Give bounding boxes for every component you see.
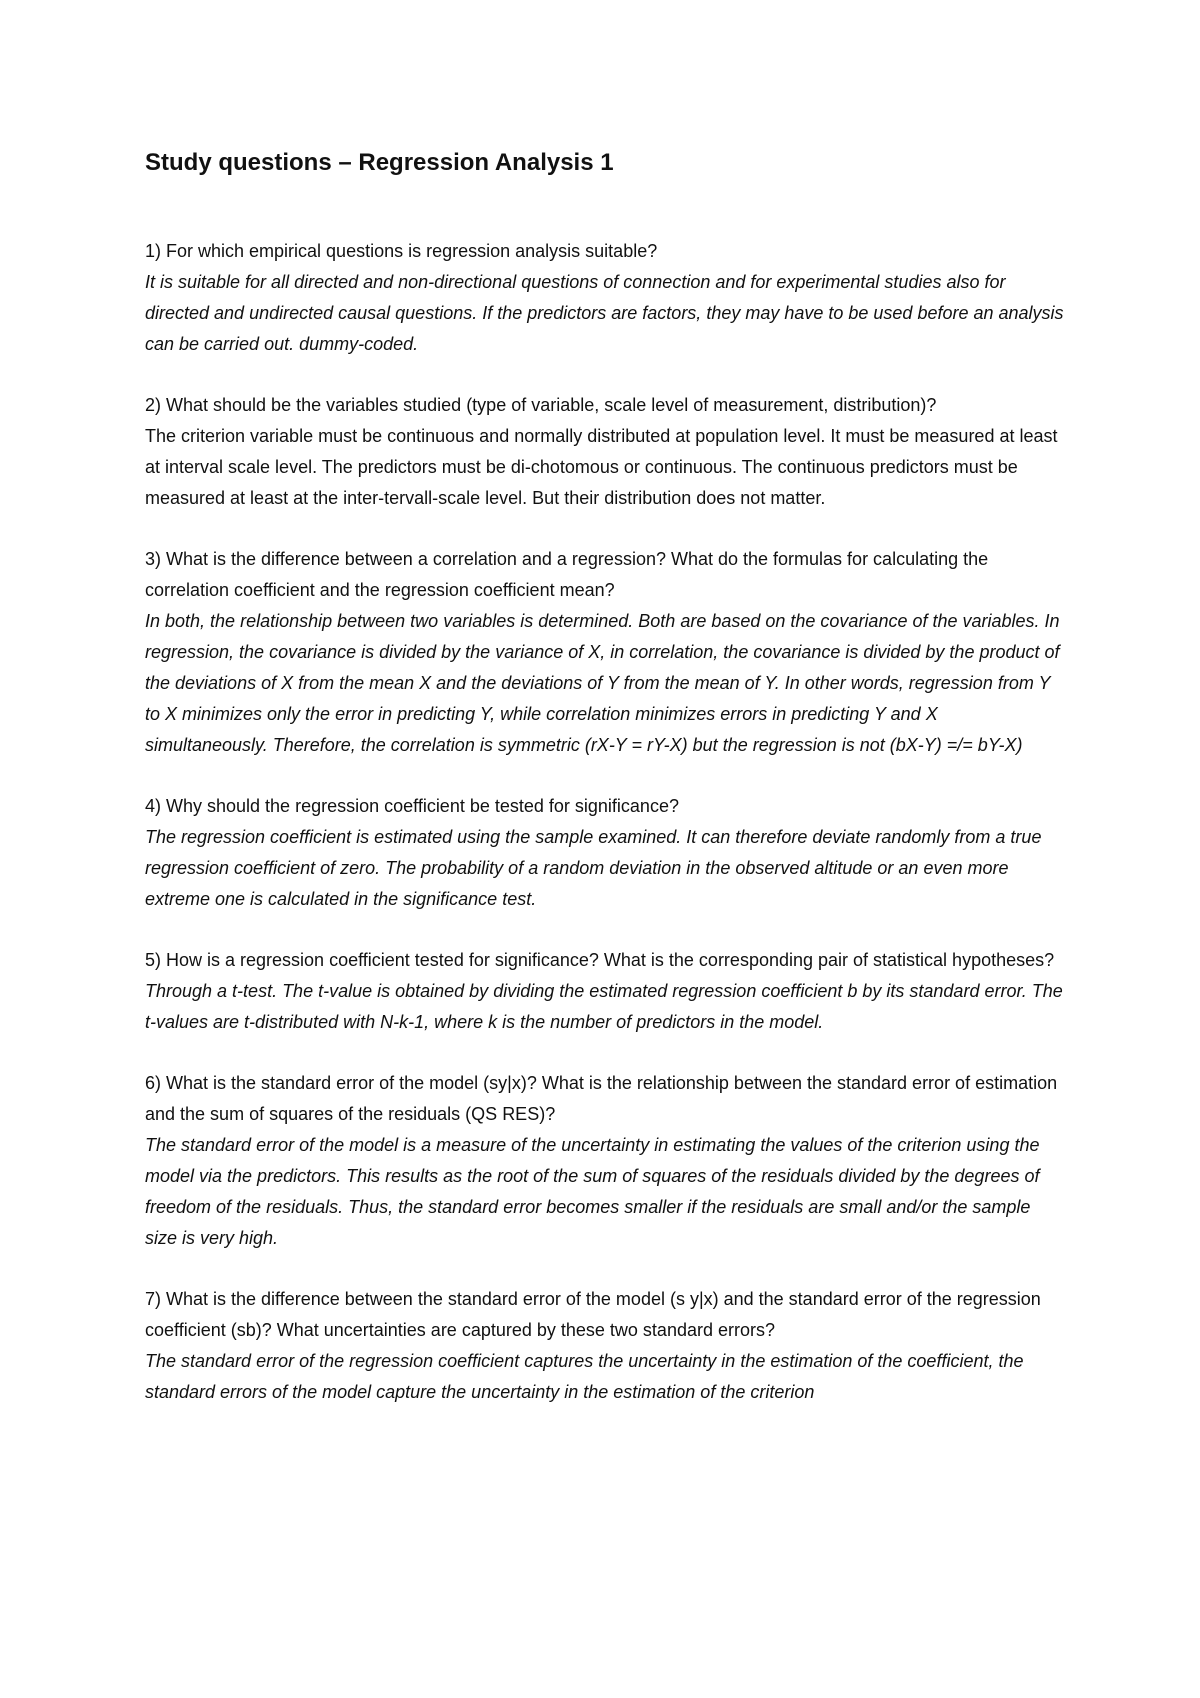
document-title: Study questions – Regression Analysis 1	[145, 149, 614, 176]
answer-text: It is suitable for all directed and non-directional questions of connection and for experimental studies also for directed and undirected causal questions. If the predictors are factors, they may have to be used before an analysis can be carried out. dummy-coded.	[145, 272, 1064, 354]
question-block-3	[145, 544, 1065, 761]
question-block-1	[145, 236, 1065, 360]
question-text: 7) What is the difference between the standard error of the model (s y|x) and the standard error of the regression coefficient (sb)? What uncertainties are captured by these two standard errors?	[145, 1289, 1041, 1340]
question-text: 2) What should be the variables studied (type of variable, scale level of measurement, distribution)?	[145, 395, 937, 415]
question-block-4	[145, 791, 1065, 915]
document-content	[145, 148, 1065, 1438]
question-text: 4) Why should the regression coefficient be tested for significance?	[145, 796, 679, 816]
question-text: 1) For which empirical questions is regression analysis suitable?	[145, 241, 658, 261]
question-block-6	[145, 1068, 1065, 1254]
answer-text: The standard error of the regression coefficient captures the uncertainty in the estimation of the coefficient, the standard errors of the model capture the uncertainty in the estimation of the criterion	[145, 1351, 1024, 1402]
question-text: 6) What is the standard error of the model (sy|x)? What is the relationship between the standard error of estimation and the sum of squares of the residuals (QS RES)?	[145, 1073, 1058, 1124]
answer-text: The standard error of the model is a measure of the uncertainty in estimating the values of the criterion using the model via the predictors. This results as the root of the sum of squares of the residuals divided by the degrees of freedom of the residuals. Thus, the standard error becomes smaller if the residuals are small and/or the sample size is very high.	[145, 1135, 1040, 1248]
answer-text: Through a t-test. The t-value is obtained by dividing the estimated regression coefficient b by its standard error. The t-values are t-distributed with N-k-1, where k is the number of predictors in the model.	[145, 981, 1063, 1032]
question-text: 5) How is a regression coefficient tested for significance? What is the corresponding pair of statistical hypotheses?	[145, 950, 1055, 970]
answer-text: The regression coefficient is estimated using the sample examined. It can therefore deviate randomly from a true regression coefficient of zero. The probability of a random deviation in the observed altitude or an even more extreme one is calculated in the significance test.	[145, 827, 1042, 909]
answer-text: In both, the relationship between two variables is determined. Both are based on the covariance of the variables. In regression, the covariance is divided by the variance of X, in correlation, the covariance is divided by the product of the deviations of X from the mean X and the deviations of Y from the mean of Y. In other words, regression from Y to X minimizes only the error in predicting Y, while correlation minimizes errors in predicting Y and X simultaneously. Therefore, the correlation is symmetric (rX-Y = rY-X) but the regression is not (bX-Y) =/= bY-X)	[145, 611, 1060, 755]
answer-text: The criterion variable must be continuous and normally distributed at population level. It must be measured at least at interval scale level. The predictors must be di-chotomous or continuous. The continuous predictors must be measured at least at the inter-tervall-scale level. But their distribution does not matter.	[145, 426, 1058, 508]
question-block-2	[145, 390, 1065, 514]
question-block-7	[145, 1284, 1065, 1408]
question-block-5	[145, 945, 1065, 1038]
question-text: 3) What is the difference between a correlation and a regression? What do the formulas for calculating the correlation coefficient and the regression coefficient mean?	[145, 549, 989, 600]
